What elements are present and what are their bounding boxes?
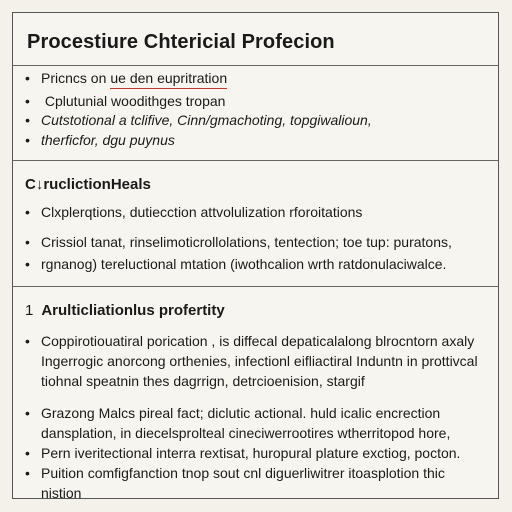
list-item: • Pricncs on ue den eupritration <box>25 68 488 89</box>
bullet-dot: • <box>25 333 30 349</box>
document-frame <box>12 12 499 499</box>
bullet-dot: • <box>25 465 30 481</box>
section-number: 1 <box>25 302 34 319</box>
bullet-dot: • <box>25 445 30 461</box>
list-item: • Coppirotiouatiral porication , is diffecal depaticalalong blrocntorn axaly Ingerrogic anorcong orthenies, infectionl eifliactiral Induntn in prottivcal tiohnal speatnin thes dagrrign, detrcioenision, stargif <box>25 333 478 389</box>
list-item: • Cplutunial woodithges tropan <box>25 93 226 109</box>
list-item: • Grazong Malcs pireal fact; diclutic actional. huld icalic encrection dansplation, in diecelsprolteal cineciwerrootires wtherritopod hore, <box>25 405 451 441</box>
bullet-dot: • <box>25 112 30 128</box>
document-title: Procestiure Chtericial Profecion <box>27 31 335 53</box>
bullet-dot: • <box>25 70 30 86</box>
bullet-dot: • <box>25 93 30 109</box>
list-item: • Cutstotional a tclifive, Cinn/gmachoting, topgiwalioun, <box>25 112 372 128</box>
list-item: • Clxplerqtions, dutiecction attvolulization rforoitations <box>25 204 363 220</box>
bullet-dot: • <box>25 204 30 220</box>
section-heading: C↓ruclictionHeals <box>25 176 151 193</box>
list-item: • rgnanog) tereluctional mtation (iwothcalion wrth ratdonulaciwalce. <box>25 256 447 272</box>
bullet-dot: • <box>25 405 30 421</box>
bullet-dot: • <box>25 132 30 148</box>
underlined-text: ue den eupritration <box>110 68 227 89</box>
bullet-dot: • <box>25 234 30 250</box>
section-heading-text: Arulticliationlus profertity <box>41 302 225 319</box>
section-divider <box>13 160 498 161</box>
title-divider <box>13 65 498 66</box>
bullet-dot: • <box>25 256 30 272</box>
list-item: • Crissiol tanat, rinselimoticrollolations, tentection; toe tup: puratons, <box>25 234 452 250</box>
list-item: • Pern iveritectional interra rextisat, huropural plature exctiog, pocton. <box>25 445 461 461</box>
section-heading <box>25 302 225 319</box>
list-item: • Puition comfigfanction tnop sout cnl diguerliwitrer itoasplotion thic nistion <box>25 465 445 501</box>
list-item: • therficfor, dgu puynus <box>25 132 175 148</box>
section-divider <box>13 286 498 287</box>
